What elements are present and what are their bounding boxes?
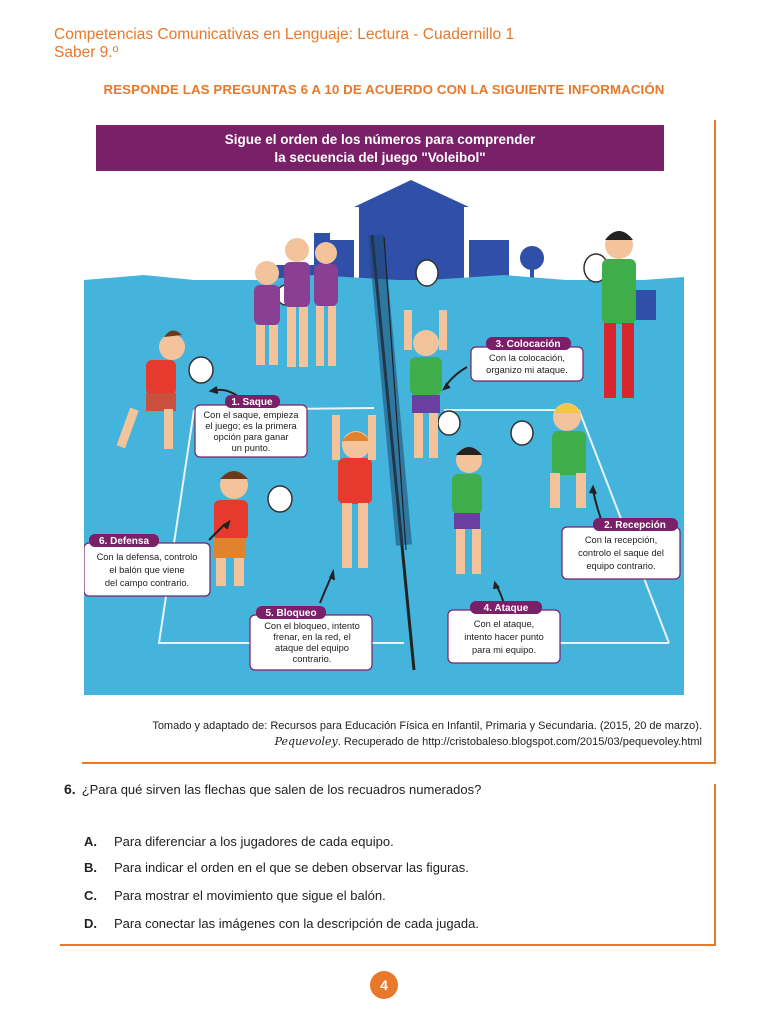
svg-text:un punto.: un punto.: [231, 443, 271, 453]
option-d[interactable]: [84, 916, 479, 931]
step-label-ataque: 4. Ataque: [483, 603, 529, 614]
header-title: Competencias Comunicativas en Lenguaje: Lectura - Cuadernillo 1: [54, 26, 515, 43]
step-box-recepcion: [562, 518, 680, 579]
option-letter: D.: [84, 916, 97, 931]
credit-line-2: [152, 734, 702, 750]
option-a[interactable]: [84, 834, 394, 849]
option-c[interactable]: [84, 888, 386, 903]
step-label-defensa: 6. Defensa: [98, 536, 150, 547]
svg-text:opción para ganar: opción para ganar: [213, 432, 289, 442]
illustration-title-2: la secuencia del juego "Voleibol": [274, 150, 486, 165]
option-b[interactable]: [84, 860, 469, 875]
step-box-bloqueo: [250, 606, 372, 670]
document-header: [54, 26, 514, 62]
question-6: [64, 781, 481, 797]
svg-text:Con el bloqueo, intento: Con el bloqueo, intento: [264, 621, 360, 631]
illustration-title-1: Sigue el orden de los números para comprender: [224, 132, 536, 147]
option-text: Para conectar las imágenes con la descripción de cada jugada.: [114, 916, 479, 931]
step-label-bloqueo: 5. Bloqueo: [265, 608, 317, 619]
svg-text:equipo contrario.: equipo contrario.: [586, 561, 656, 571]
svg-text:el juego; es la primera: el juego; es la primera: [205, 421, 297, 431]
credit-line-1: Tomado y adaptado de: Recursos para Educación Física en Infantil, Primaria y Secundaria. (2015, 20 de marzo).: [152, 720, 702, 732]
credit-url-text: . Recuperado de http://cristobaleso.blogspot.com/2015/03/pequevoley.html: [337, 736, 702, 748]
header-subtitle: Saber 9.º: [54, 44, 119, 61]
instruction-heading: RESPONDE LAS PREGUNTAS 6 A 10 DE ACUERDO CON LA SIGUIENTE INFORMACIÓN: [103, 82, 665, 97]
svg-text:Con el saque, empieza: Con el saque, empieza: [203, 410, 299, 420]
svg-text:organizo mi ataque.: organizo mi ataque.: [486, 365, 568, 375]
step-label-recepcion: 2. Recepción: [604, 520, 666, 531]
svg-text:Con la recepción,: Con la recepción,: [584, 535, 658, 545]
step-box-defensa: [84, 534, 210, 596]
svg-text:intento hacer punto: intento hacer punto: [464, 632, 544, 642]
svg-text:Con la defensa, controlo: Con la defensa, controlo: [96, 552, 198, 562]
step-box-ataque: [448, 601, 560, 663]
volleyball-illustration: [84, 125, 684, 695]
svg-text:contrario.: contrario.: [292, 654, 332, 664]
step-label-saque: 1. Saque: [231, 397, 273, 408]
svg-text:frenar, en la red, el: frenar, en la red, el: [273, 632, 351, 642]
option-text: Para indicar el orden en el que se deben observar las figuras.: [114, 860, 469, 875]
svg-text:controlo el saque del: controlo el saque del: [578, 548, 664, 558]
svg-text:Con el ataque,: Con el ataque,: [473, 619, 535, 629]
option-letter: A.: [84, 834, 97, 849]
question-number: 6.: [64, 781, 76, 797]
option-letter: B.: [84, 860, 97, 875]
svg-text:Con la colocación,: Con la colocación,: [489, 353, 565, 363]
step-label-colocacion: 3. Colocación: [495, 339, 561, 350]
svg-text:del campo contrario.: del campo contrario.: [104, 578, 190, 588]
svg-text:para mi equipo.: para mi equipo.: [471, 645, 537, 655]
source-credit: [152, 719, 702, 750]
svg-text:ataque del equipo: ataque del equipo: [275, 643, 349, 653]
question-text: ¿Para qué sirven las flechas que salen de los recuadros numerados?: [81, 782, 482, 797]
option-text: Para mostrar el movimiento que sigue el balón.: [114, 888, 386, 903]
option-text: Para diferenciar a los jugadores de cada equipo.: [114, 834, 394, 849]
page-number-badge: 4: [370, 971, 398, 999]
step-box-colocacion: [471, 337, 583, 381]
option-letter: C.: [84, 888, 97, 903]
credit-source-title: Pequevoley: [274, 735, 338, 748]
svg-text:el balón que viene: el balón que viene: [109, 565, 185, 575]
